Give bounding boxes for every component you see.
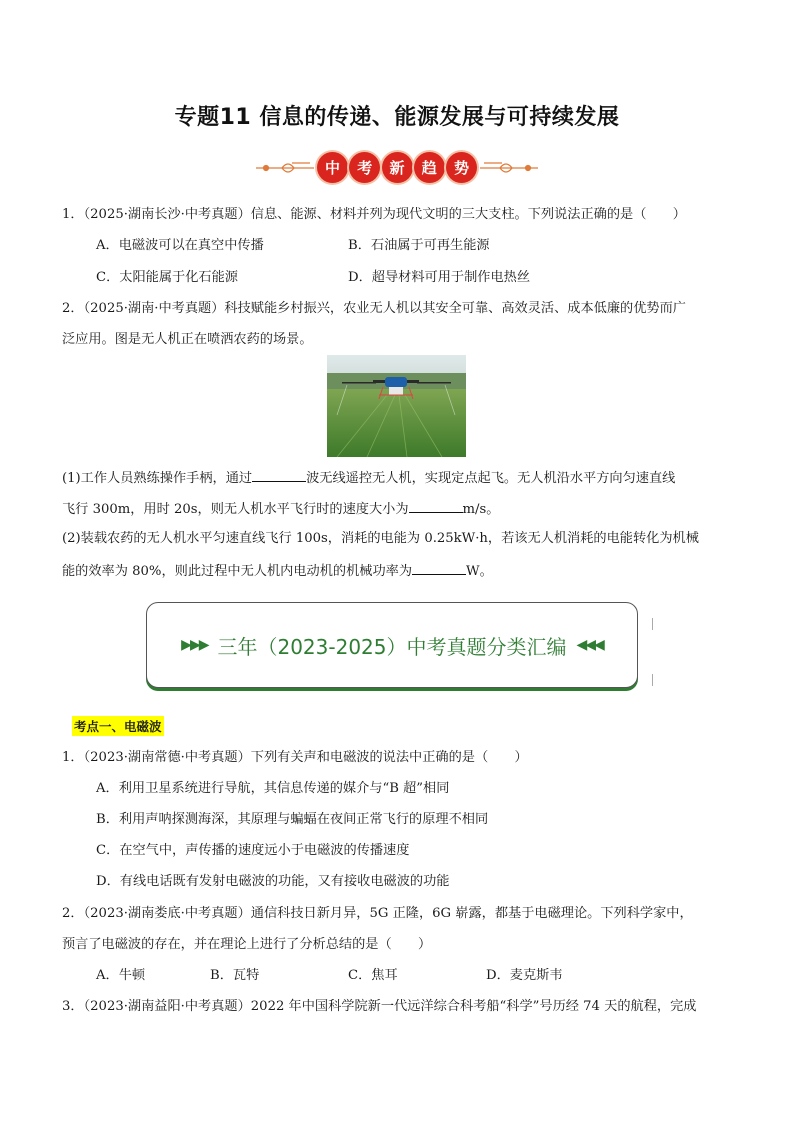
answer-blank[interactable]	[252, 467, 306, 482]
s2-stem-line2: 预言了电磁波的存在，并在理论上进行了分析总结的是（ ）	[62, 937, 432, 952]
q2-part2-text-b: W。	[466, 564, 493, 579]
q2-part2-text-a: 能的效率为 80%，则此过程中无人机内电动机的机械功率为	[62, 564, 413, 579]
s2-option-c: C．焦耳	[348, 968, 398, 983]
s2-option-a: A．牛顿	[96, 968, 146, 983]
q2-part1-text-b: 波无线遥控无人机，实现定点起飞。无人机沿水平方向匀速直线	[306, 471, 676, 486]
q2-part1-text-a: (1)工作人员熟练操作手柄，通过	[62, 471, 253, 486]
q1-option-b: B．石油属于可再生能源	[348, 238, 490, 253]
drone-photo	[327, 355, 466, 457]
kaodian-label: 考点一、电磁波	[72, 716, 164, 736]
q1-stem: 1．（2025·湖南长沙·中考真题）信息、能源、材料并列为现代文明的三大支柱。下列说法正确的是（ ）	[62, 207, 686, 222]
q2-part1-text-d: m/s。	[462, 502, 500, 517]
s1-option-b: B．利用声呐探测海深，其原理与蝙蝠在夜间正常飞行的原理不相同	[96, 812, 489, 827]
q2-part2-line1: (2)装载农药的无人机水平匀速直线飞行 100s，消耗的电能为 0.25kW·h，若该无人机消耗的电能转化为机械	[62, 531, 699, 546]
trend-char: 新	[382, 152, 413, 183]
q2-part1-line2	[62, 498, 499, 520]
s2-option-b: B．瓦特	[210, 968, 260, 983]
q2-stem-line1: 2．（2025·湖南·中考真题）科技赋能乡村振兴，农业无人机以其安全可靠、高效灵活、成本低廉的优势而广	[62, 301, 686, 316]
section-header-box	[146, 602, 638, 688]
trend-char: 趋	[414, 152, 445, 183]
q2-part1-text-c: 飞行 300m，用时 20s，则无人机水平飞行时的速度大小为	[62, 502, 409, 517]
q2-part1-line1	[62, 467, 675, 489]
s2-stem-line1: 2．（2023·湖南娄底·中考真题）通信科技日新月异，5G 正隆，6G 崭露，都基于电磁理论。下列科学家中，	[62, 906, 693, 921]
arrows-left-icon: ▶▶▶	[181, 637, 208, 653]
answer-blank[interactable]	[409, 498, 463, 513]
q1-option-c: C．太阳能属于化石能源	[96, 270, 238, 285]
side-tick	[652, 618, 653, 630]
s2-option-d: D．麦克斯韦	[486, 968, 563, 983]
s1-option-d: D．有线电话既有发射电磁波的功能，又有接收电磁波的功能	[96, 874, 450, 889]
s1-option-c: C．在空气中，声传播的速度远小于电磁波的传播速度	[96, 843, 410, 858]
s1-stem: 1．（2023·湖南常德·中考真题）下列有关声和电磁波的说法中正确的是（ ）	[62, 750, 528, 765]
q1-option-a: A．电磁波可以在真空中传播	[96, 238, 264, 253]
q2-part2-line2	[62, 560, 493, 582]
arrows-right-icon: ◀◀◀	[576, 637, 603, 653]
q1-option-d: D．超导材料可用于制作电热丝	[348, 270, 531, 285]
side-tick	[652, 674, 653, 686]
trend-char: 中	[317, 152, 348, 183]
q2-stem-line2: 泛应用。图是无人机正在喷洒农药的场景。	[62, 332, 313, 347]
page-title: 专题11 信息的传递、能源发展与可持续发展	[174, 105, 620, 130]
answer-blank[interactable]	[412, 560, 466, 575]
trend-banner	[252, 150, 542, 186]
s3-stem-line1: 3．（2023·湖南益阳·中考真题）2022 年中国科学院新一代远洋综合科考船“科学”号历经 74 天的航程，完成	[62, 999, 697, 1014]
trend-char: 考	[349, 152, 380, 183]
section-title: 三年（2023-2025）中考真题分类汇编	[217, 634, 567, 659]
s1-option-a: A．利用卫星系统进行导航，其信息传递的媒介与“B 超”相同	[96, 781, 450, 796]
trend-char: 势	[446, 152, 477, 183]
